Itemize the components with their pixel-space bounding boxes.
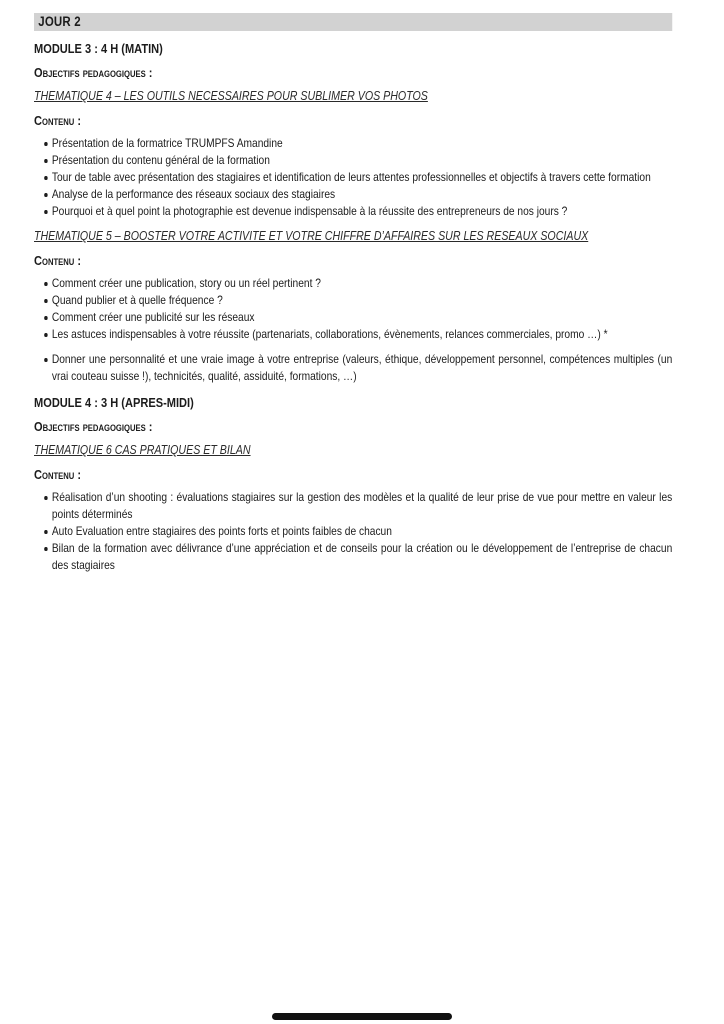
thematique-5-content-list <box>34 275 672 385</box>
home-indicator-bar[interactable] <box>272 1013 452 1020</box>
list-item: Comment créer une publicité sur les réseaux <box>52 309 672 326</box>
list-item: Comment créer une publication, story ou un réel pertinent ? <box>52 275 672 292</box>
module-3-contenu-label: Contenu : <box>34 113 82 128</box>
list-item: Présentation du contenu général de la formation <box>52 152 672 169</box>
module-3-objectifs-label: Objectifs pedagogiques : <box>34 65 153 80</box>
list-item: Tour de table avec présentation des stagiaires et identification de leurs attentes professionnelles et objectifs à travers cette formation <box>52 169 672 186</box>
day-header: JOUR 2 <box>34 13 672 31</box>
list-item: Analyse de la performance des réseaux sociaux des stagiaires <box>52 186 672 203</box>
module-3-title: MODULE 3 : 4 H (MATIN) <box>34 41 163 56</box>
thematique-5-contenu-label: Contenu : <box>34 253 82 268</box>
list-item: Les astuces indispensables à votre réussite (partenariats, collaborations, évènements, relances commerciales, promo …) * <box>52 326 672 343</box>
list-item: Bilan de la formation avec délivrance d’une appréciation et de conseils pour la création ou le développement de l’entreprise de chacun des stagiaires <box>51 541 673 572</box>
thematique-4-title: THEMATIQUE 4 – LES OUTILS NECESSAIRES POUR SUBLIMER VOS PHOTOS <box>34 89 428 103</box>
thematique-5-title: THEMATIQUE 5 – BOOSTER VOTRE ACTIVITE ET VOTRE CHIFFRE D’AFFAIRES SUR LES RESEAUX SOCIAUX <box>34 229 589 243</box>
list-item: Auto Evaluation entre stagiaires des points forts et points faibles de chacun <box>52 523 672 540</box>
thematique-6-title: THEMATIQUE 6 CAS PRATIQUES ET BILAN <box>34 443 251 457</box>
module-4-objectifs-label: Objectifs pedagogiques : <box>34 419 153 434</box>
thematique-6-content-list <box>34 489 672 574</box>
module-4-title: MODULE 4 : 3 H (APRES-MIDI) <box>34 395 194 410</box>
list-item: Présentation de la formatrice TRUMPFS Amandine <box>52 135 672 152</box>
module-4-contenu-label: Contenu : <box>34 467 82 482</box>
thematique-4-content-list <box>34 135 672 220</box>
list-item: Quand publier et à quelle fréquence ? <box>52 292 672 309</box>
document-content <box>34 13 672 574</box>
list-item: Pourquoi et à quel point la photographie est devenue indispensable à la réussite des entrepreneurs de nos jours ? <box>52 203 672 220</box>
list-item: Réalisation d’un shooting : évaluations stagiaires sur la gestion des modèles et la qualité de leur prise de vue pour mettre en valeur les points déterminés <box>51 490 673 521</box>
list-item: Donner une personnalité et une vraie image à votre entreprise (valeurs, éthique, développement personnel, compétences multiples (un vrai couteau suisse !), technicités, qualité, assiduité, formations, …) <box>51 352 673 383</box>
